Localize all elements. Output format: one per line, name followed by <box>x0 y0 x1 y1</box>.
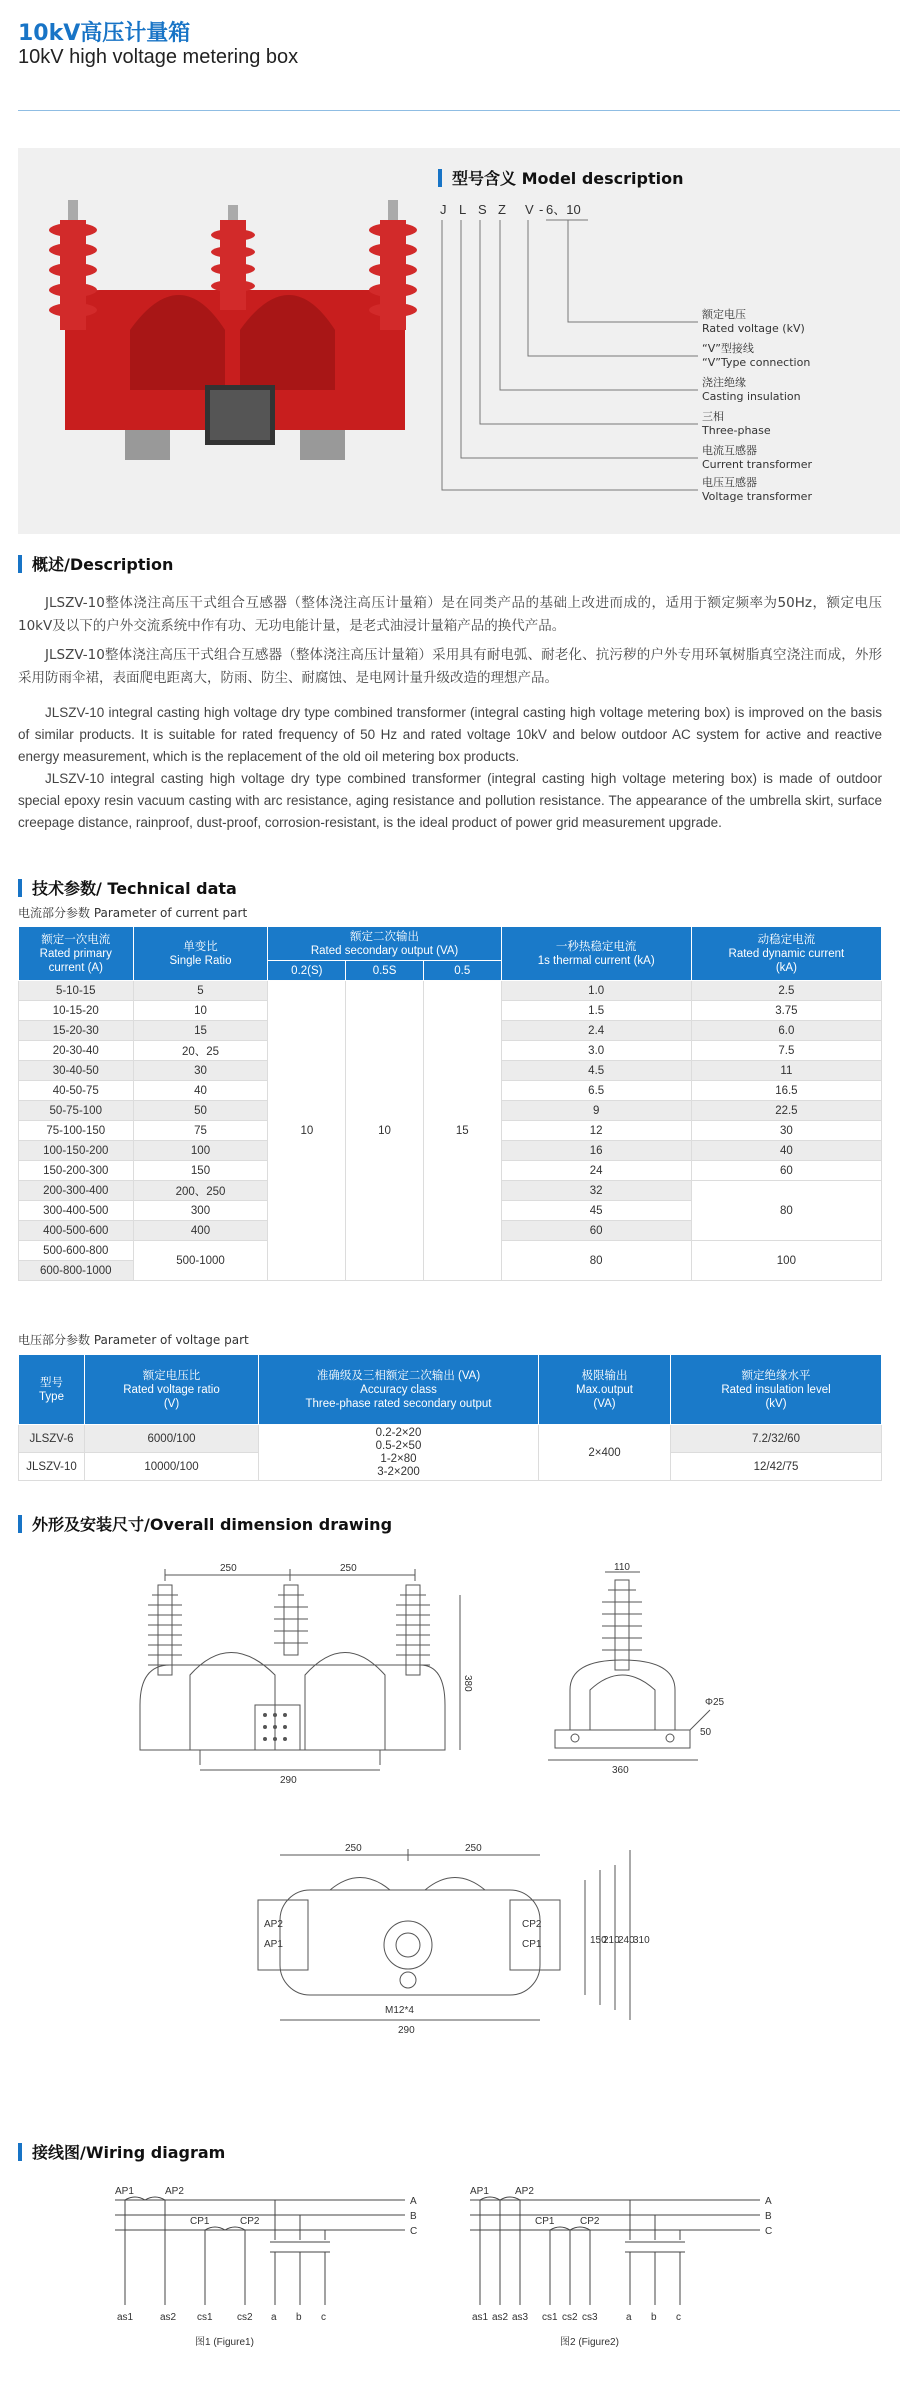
cell-thermal: 16 <box>501 1141 691 1161</box>
side-dim-hole: Φ25 <box>705 1697 725 1708</box>
description-cn-p1: JLSZV-10整体浇注高压干式组合互感器（整体浇注高压计量箱）是在同类产品的基础上改进而成的，适用于额定频率为50Hz，额定电压10kV及以下的户外交流系统中作有功、无功电能计量，是老式油浸计量箱产品的换代产品。 <box>18 595 882 634</box>
plan-dim-1: 250 <box>345 1843 362 1854</box>
cell-primary: 75-100-150 <box>19 1121 134 1141</box>
cell-thermal: 12 <box>501 1121 691 1141</box>
plan-ap2: AP2 <box>264 1919 283 1930</box>
cell-ratio: 150 <box>133 1161 268 1181</box>
voltage-parameter-table <box>18 1354 882 1481</box>
wiring-heading: 接线图/Wiring diagram <box>18 2140 225 2163</box>
th-thermal-current: 一秒热稳定电流 1s thermal current (kA) <box>501 927 691 981</box>
cell-thermal: 45 <box>501 1201 691 1221</box>
plan-cp2: CP2 <box>522 1919 542 1930</box>
current-part-caption: 电流部分参数 Parameter of current part <box>18 906 248 920</box>
cell-ratio: 5 <box>133 981 268 1001</box>
front-dim-2: 250 <box>340 1563 357 1574</box>
cell-insulation: 7.2/32/60 <box>671 1425 882 1453</box>
cell-thermal: 1.0 <box>501 981 691 1001</box>
description-cn-p2: JLSZV-10整体浇注高压干式组合互感器（整体浇注高压计量箱）采用具有耐电弧、耐老化、抗污秽的户外专用环氧树脂真空浇注而成，外形采用防雨伞裙，表面爬电距离大，防雨、防尘、耐腐蚀、是电网计量升级改造的理想产品。 <box>18 647 882 686</box>
wiring2-terminal: as1 <box>472 2312 489 2323</box>
plan-ap1: AP1 <box>264 1939 283 1950</box>
cell-max-output: 2×400 <box>539 1425 671 1481</box>
cell-ratio: 20、25 <box>133 1041 268 1061</box>
plan-bolt: M12*4 <box>385 2005 414 2016</box>
th-accuracy-class: 准确级及三相额定二次输出 (VA) Accuracy class Three-phase rated secondary output <box>259 1355 539 1425</box>
cell-secondary-s2: 10 <box>346 981 424 1281</box>
cell-thermal: 24 <box>501 1161 691 1181</box>
wiring2-phase-c: C <box>765 2226 773 2237</box>
plan-dim-h3: 240 <box>618 1935 635 1946</box>
wiring1-ap1: AP1 <box>115 2186 134 2197</box>
cell-dynamic: 7.5 <box>691 1041 881 1061</box>
page-title-en: 10kV high voltage metering box <box>18 46 299 68</box>
cell-thermal: 80 <box>501 1241 691 1281</box>
dimension-heading: 外形及安装尺寸/Overall dimension drawing <box>18 1512 392 1535</box>
th-type: 型号 Type <box>19 1355 85 1425</box>
th-dynamic-current: 动稳定电流 Rated dynamic current (kA) <box>691 927 881 981</box>
cell-ratio: 15 <box>133 1021 268 1041</box>
front-dim-width: 290 <box>280 1775 297 1786</box>
cell-primary: 100-150-200 <box>19 1141 134 1161</box>
wiring1-cp1: CP1 <box>190 2216 210 2227</box>
cell-primary: 5-10-15 <box>19 981 134 1001</box>
wiring-figure2-caption: 图2 (Figure2) <box>560 2337 619 2348</box>
cell-ratio: 30 <box>133 1061 268 1081</box>
model-legend-en: Current transformer <box>702 458 813 471</box>
cell-ratio: 200、250 <box>133 1181 268 1201</box>
cell-dynamic: 3.75 <box>691 1001 881 1021</box>
wiring2-cp2: CP2 <box>580 2216 600 2227</box>
cell-accuracy: 0.2-2×20 0.5-2×50 1-2×80 3-2×200 <box>259 1425 539 1481</box>
th-insulation-level: 额定绝缘水平 Rated insulation level (kV) <box>671 1355 882 1425</box>
description-en-p2: JLSZV-10 integral casting high voltage dry type combined transformer (integral casting high voltage metering box) is made of outdoor special epoxy resin vacuum casting with arc resistance, aging resistance and pollution resistance. The appearance of the umbrella skirt, surface creepage distance, rainproof, dust-proof, corrosion-resistant, is the ideal product of power grid measurement upgrade. <box>18 771 882 830</box>
title-divider <box>18 110 900 111</box>
cell-ratio: 50 <box>133 1101 268 1121</box>
cell-primary: 300-400-500 <box>19 1201 134 1221</box>
description-heading: 概述/Description <box>18 552 173 575</box>
cell-secondary-s3: 15 <box>423 981 501 1281</box>
cell-dynamic: 16.5 <box>691 1081 881 1101</box>
cell-dynamic: 22.5 <box>691 1101 881 1121</box>
wiring-figure-2 <box>460 2180 780 2350</box>
code-letter-j: J <box>440 202 447 217</box>
plan-dim-h2: 210 <box>603 1935 620 1946</box>
technical-heading: 技术参数/ Technical data <box>18 876 237 899</box>
cell-secondary-s1: 10 <box>268 981 346 1281</box>
wiring1-terminal: cs1 <box>197 2312 213 2323</box>
current-parameter-table <box>18 926 882 1281</box>
wiring1-terminal: c <box>321 2312 326 2323</box>
wiring2-terminal: a <box>626 2312 632 2323</box>
plan-dim-width: 290 <box>398 2025 415 2036</box>
description-en-p1: JLSZV-10 integral casting high voltage dry type combined transformer (integral casting high voltage metering box) is improved on the basis of similar products. It is suitable for rated frequency of 50 Hz and rated voltage 10kV and below outdoor AC system for active and reactive energy measurement, which is the replacement of the old oil metering box products. <box>18 705 882 764</box>
wiring2-terminal: as3 <box>512 2312 529 2323</box>
cell-thermal: 32 <box>501 1181 691 1201</box>
cell-primary: 50-75-100 <box>19 1101 134 1121</box>
side-dim-top: 110 <box>614 1562 630 1573</box>
wiring2-terminal: cs2 <box>562 2312 578 2323</box>
cell-thermal: 2.4 <box>501 1021 691 1041</box>
cell-primary: 400-500-600 <box>19 1221 134 1241</box>
model-legend-en: Rated voltage (kV) <box>702 322 805 335</box>
plan-dim-h1: 150 <box>590 1935 607 1946</box>
model-legend-cn: 额定电压 <box>702 308 746 321</box>
wiring1-phase-b: B <box>410 2211 417 2222</box>
wiring-figure-1 <box>105 2180 425 2350</box>
front-view-drawing <box>130 1555 473 1795</box>
wiring1-terminal: as1 <box>117 2312 134 2323</box>
wiring2-terminal: b <box>651 2312 657 2323</box>
cell-primary: 20-30-40 <box>19 1041 134 1061</box>
cell-dynamic: 11 <box>691 1061 881 1081</box>
wiring1-cp2: CP2 <box>240 2216 260 2227</box>
side-view-drawing <box>540 1560 740 1790</box>
th-max-output: 极限输出 Max.output (VA) <box>539 1355 671 1425</box>
model-code-diagram <box>438 198 858 528</box>
code-letter-z: Z <box>498 202 506 217</box>
wiring1-phase-a: A <box>410 2196 417 2207</box>
cell-primary: 600-800-1000 <box>19 1261 134 1281</box>
cell-thermal: 6.5 <box>501 1081 691 1101</box>
front-dim-height: 380 <box>462 1675 473 1692</box>
wiring1-terminal: a <box>271 2312 277 2323</box>
cell-primary: 15-20-30 <box>19 1021 134 1041</box>
cell-dynamic: 60 <box>691 1161 881 1181</box>
cell-ratio: 10000/100 <box>85 1453 259 1481</box>
th-voltage-ratio: 额定电压比 Rated voltage ratio (V) <box>85 1355 259 1425</box>
wiring-figure1-caption: 图1 (Figure1) <box>195 2337 254 2348</box>
model-legend-en: Casting insulation <box>702 390 801 403</box>
front-dim-1: 250 <box>220 1563 237 1574</box>
cell-dynamic: 100 <box>691 1241 881 1281</box>
model-legend-cn: 三相 <box>702 410 724 423</box>
cell-thermal: 9 <box>501 1101 691 1121</box>
side-dim-width: 360 <box>612 1765 629 1776</box>
product-foot-right <box>300 430 345 460</box>
cell-ratio: 75 <box>133 1121 268 1141</box>
cell-insulation: 12/42/75 <box>671 1453 882 1481</box>
code-letter-l: L <box>459 202 467 217</box>
th-class-05: 0.5 <box>423 961 501 981</box>
wiring1-terminal: b <box>296 2312 302 2323</box>
side-dim-height: 50 <box>700 1727 712 1738</box>
cell-dynamic: 6.0 <box>691 1021 881 1041</box>
table-row <box>19 981 882 1001</box>
cell-thermal: 3.0 <box>501 1041 691 1061</box>
cell-primary: 40-50-75 <box>19 1081 134 1101</box>
th-primary-current: 额定一次电流 Rated primary current (A) <box>19 927 134 981</box>
th-secondary-output: 额定二次输出 Rated secondary output (VA) <box>268 927 501 961</box>
cell-ratio: 500-1000 <box>133 1241 268 1281</box>
cell-dynamic: 40 <box>691 1141 881 1161</box>
cell-primary: 200-300-400 <box>19 1181 134 1201</box>
code-letter-s: S <box>478 202 487 217</box>
cell-thermal: 60 <box>501 1221 691 1241</box>
plan-cp1: CP1 <box>522 1939 542 1950</box>
model-legend-en: “V”Type connection <box>702 356 811 369</box>
model-heading: 型号含义 Model description <box>438 166 684 189</box>
cell-ratio: 300 <box>133 1201 268 1221</box>
cell-primary: 150-200-300 <box>19 1161 134 1181</box>
cell-ratio: 400 <box>133 1221 268 1241</box>
plan-dim-2: 250 <box>465 1843 482 1854</box>
plan-dim-h4: 310 <box>633 1935 650 1946</box>
wiring2-ap1: AP1 <box>470 2186 489 2197</box>
cell-ratio: 6000/100 <box>85 1425 259 1453</box>
cell-ratio: 100 <box>133 1141 268 1161</box>
cell-dynamic: 2.5 <box>691 981 881 1001</box>
wiring2-terminal: c <box>676 2312 681 2323</box>
cell-ratio: 10 <box>133 1001 268 1021</box>
page-title-cn: 10kV高压计量箱 <box>18 21 191 46</box>
table-row <box>19 1425 882 1453</box>
th-class-05s: 0.5S <box>346 961 424 981</box>
wiring2-cp1: CP1 <box>535 2216 555 2227</box>
code-voltage: 6、10 <box>546 202 581 217</box>
th-single-ratio: 单变比 Single Ratio <box>133 927 268 981</box>
cell-primary: 500-600-800 <box>19 1241 134 1261</box>
cell-dynamic: 30 <box>691 1121 881 1141</box>
wiring1-ap2: AP2 <box>165 2186 184 2197</box>
plan-view-drawing <box>260 1835 660 2075</box>
product-photo <box>40 190 420 480</box>
cell-ratio: 40 <box>133 1081 268 1101</box>
wiring2-terminal: cs3 <box>582 2312 598 2323</box>
cell-thermal: 4.5 <box>501 1061 691 1081</box>
wiring2-terminal: cs1 <box>542 2312 558 2323</box>
model-legend-en: Voltage transformer <box>702 490 812 503</box>
cell-dynamic: 80 <box>691 1181 881 1241</box>
cell-primary: 30-40-50 <box>19 1061 134 1081</box>
wiring2-terminal: as2 <box>492 2312 509 2323</box>
model-legend-cn: 电流互感器 <box>702 444 757 457</box>
wiring2-phase-a: A <box>765 2196 772 2207</box>
model-legend-cn: “V”型接线 <box>702 342 754 355</box>
voltage-part-caption: 电压部分参数 Parameter of voltage part <box>18 1333 249 1347</box>
product-foot-left <box>125 430 170 460</box>
cell-thermal: 1.5 <box>501 1001 691 1021</box>
model-legend-en: Three-phase <box>702 424 771 437</box>
wiring1-phase-c: C <box>410 2226 418 2237</box>
cell-type: JLSZV-10 <box>19 1453 85 1481</box>
wiring1-terminal: cs2 <box>237 2312 253 2323</box>
wiring2-ap2: AP2 <box>515 2186 534 2197</box>
cell-primary: 10-15-20 <box>19 1001 134 1021</box>
cell-type: JLSZV-6 <box>19 1425 85 1453</box>
code-letter-dash: - <box>539 202 544 217</box>
wiring2-phase-b: B <box>765 2211 772 2222</box>
code-letter-v: V <box>525 202 534 217</box>
model-legend-cn: 电压互感器 <box>702 476 757 489</box>
model-legend-cn: 浇注绝缘 <box>702 376 746 389</box>
th-class-02s: 0.2(S) <box>268 961 346 981</box>
wiring1-terminal: as2 <box>160 2312 177 2323</box>
